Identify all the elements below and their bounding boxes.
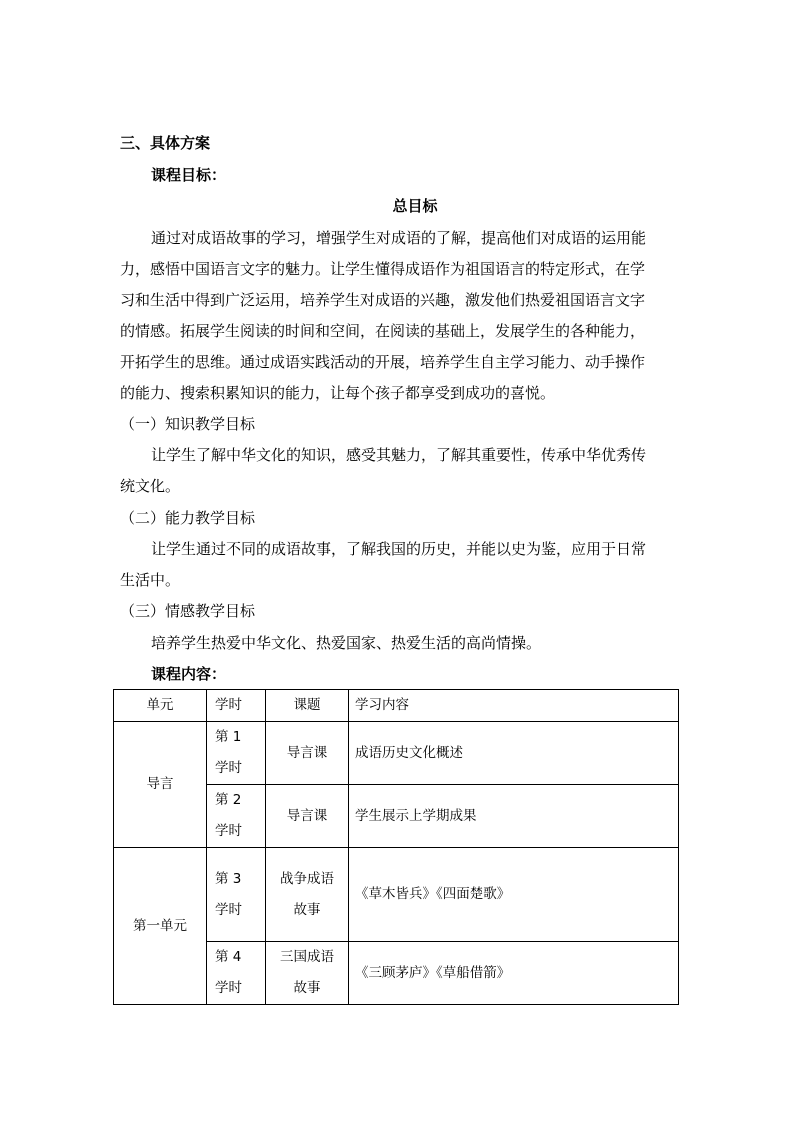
overall-goal-title: 总目标 bbox=[392, 197, 438, 215]
topic-cell bbox=[266, 848, 349, 942]
hour-cell bbox=[207, 722, 266, 785]
emotion-goal-line: 培养学生热爱中华文化、热爱国家、热爱生活的高尚情操。 bbox=[151, 634, 542, 652]
overall-goal-line: 习和生活中得到广泛运用，培养学生对成语的兴趣，激发他们热爱祖国语言文字 bbox=[120, 291, 646, 309]
course-goal-heading: 课程目标： bbox=[151, 166, 227, 184]
content-cell: 成语历史文化概述 bbox=[349, 722, 679, 785]
emotion-goal-heading: （三）情感教学目标 bbox=[120, 602, 256, 620]
hour-number: 第 4 bbox=[215, 949, 242, 965]
content-cell: 学生展示上学期成果 bbox=[349, 785, 679, 848]
topic-line: 故事 bbox=[293, 980, 321, 996]
topic-line: 故事 bbox=[293, 901, 321, 918]
content-cell: 《三顾茅庐》《草船借箭》 bbox=[349, 942, 679, 1005]
overall-goal-line: 的情感。拓展学生阅读的时间和空间，在阅读的基础上，发展学生的各种能力， bbox=[120, 322, 646, 340]
header-topic: 课题 bbox=[266, 690, 349, 722]
topic-cell bbox=[266, 785, 349, 848]
hour-cell bbox=[207, 848, 266, 942]
topic-cell bbox=[266, 942, 349, 1005]
hour-unit: 学时 bbox=[215, 980, 242, 996]
knowledge-goal-line: 统文化。 bbox=[120, 477, 181, 495]
ability-goal-line: 生活中。 bbox=[120, 571, 181, 589]
overall-goal-line: 的能力、搜索积累知识的能力，让每个孩子都享受到成功的喜悦。 bbox=[120, 384, 556, 402]
hour-cell bbox=[207, 942, 266, 1005]
overall-goal-line: 力，感悟中国语言文字的魅力。让学生懂得成语作为祖国语言的特定形式，在学 bbox=[120, 260, 646, 278]
topic-line: 三国成语 bbox=[280, 949, 334, 965]
section-heading: 三、具体方案 bbox=[120, 134, 211, 152]
table-row bbox=[114, 722, 679, 785]
table-row bbox=[114, 848, 679, 942]
knowledge-goal-heading: （一）知识教学目标 bbox=[120, 415, 256, 433]
hour-unit: 学时 bbox=[215, 901, 242, 918]
hour-unit: 学时 bbox=[215, 760, 242, 776]
topic-cell bbox=[266, 722, 349, 785]
header-unit: 单元 bbox=[114, 690, 207, 722]
table-header-row bbox=[114, 690, 679, 722]
header-hour: 学时 bbox=[207, 690, 266, 722]
unit-cell: 导言 bbox=[114, 722, 207, 848]
ability-goal-line: 让学生通过不同的成语故事，了解我国的历史，并能以史为鉴，应用于日常 bbox=[151, 540, 647, 558]
hour-number: 第 1 bbox=[215, 729, 242, 745]
overall-goal-line: 开拓学生的思维。通过成语实践活动的开展，培养学生自主学习能力、动手操作 bbox=[120, 353, 646, 371]
course-content-heading: 课程内容： bbox=[151, 665, 227, 683]
overall-goal-line: 通过对成语故事的学习，增强学生对成语的了解，提高他们对成语的运用能 bbox=[151, 229, 647, 247]
content-cell: 《草木皆兵》《四面楚歌》 bbox=[349, 848, 679, 942]
unit-cell: 第一单元 bbox=[114, 848, 207, 1005]
ability-goal-heading: （二）能力教学目标 bbox=[120, 509, 256, 527]
knowledge-goal-line: 让学生了解中华文化的知识，感受其魅力，了解其重要性，传承中华优秀传 bbox=[151, 446, 647, 464]
course-content-table bbox=[113, 689, 679, 1005]
topic-line: 导言课 bbox=[286, 807, 328, 824]
hour-unit: 学时 bbox=[215, 823, 242, 839]
topic-line: 战争成语 bbox=[280, 870, 334, 887]
hour-number: 第 2 bbox=[215, 792, 242, 808]
topic-line: 导言课 bbox=[286, 744, 328, 761]
hour-number: 第 3 bbox=[215, 870, 242, 887]
hour-cell bbox=[207, 785, 266, 848]
header-content: 学习内容 bbox=[349, 690, 679, 722]
